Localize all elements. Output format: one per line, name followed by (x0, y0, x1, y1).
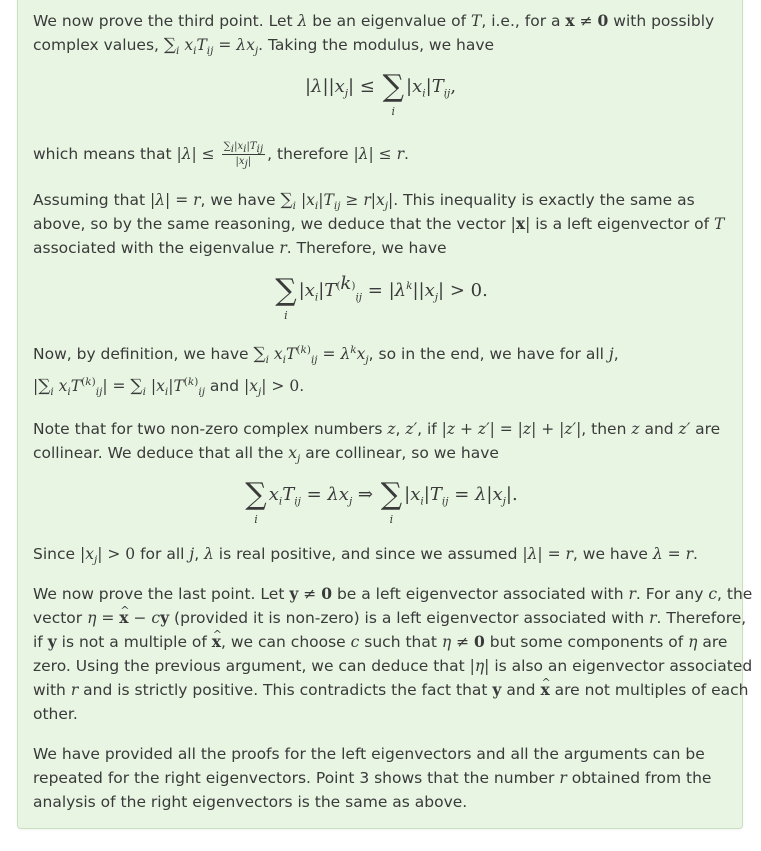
paragraph-6: Since $|x_j| > 0$ for all j, λ is real positive, and since we assumed |λ| = r, we have λ = r. (33, 545, 698, 567)
proof-card (17, 0, 743, 829)
fraction: $\frac{\sum_i|x_i|T_{ij}}{|x_j|}$ (223, 141, 264, 170)
equation-1: $|\lambda||x_j|$ ≤ ∑ i $|x_i|T_{ij}$, (304, 69, 457, 118)
equation-3: ∑ i $x_iT_{ij} = \lambda x_j$ ⇒ ∑ i $|x_i|T_{ij} = \lambda|x_j|$. (245, 477, 518, 526)
paragraph-7-line-4: zero. Using the previous argument, we can deduce that |η| is also an eigenvector associated (33, 657, 753, 675)
paragraph-4-line-1: Now, by definition, we have $\sum_i$ $x_iT^{(k)}_{ij} = \lambda^kx_j$, so in the end, we have for all j, (33, 343, 619, 367)
equation-2: ∑ i $|x_i|T^{(k)}_{ij} = |\lambda^k||x_j| > 0$. (275, 273, 488, 322)
paragraph-7-line-3: if y is not a multiple of ^ x, we can choose c such that η ≠ 0 but some components of η are (33, 630, 727, 654)
paragraph-5-line-2: collinear. We deduce that all the $x_j$ are collinear, so we have (33, 444, 499, 466)
paragraph-2: which means that |λ| ≤ $\frac{\sum_i|x_i|T_{ij}}{|x_j|}$ , therefore |λ| ≤ r. (33, 141, 409, 170)
paragraph-8-line-1: We have provided all the proofs for the left eigenvectors and all the arguments can be (33, 745, 705, 763)
paragraph-7-line-2: vector η = ^ x − cy (provided it is non-zero) is a left eigenvector associated with r. Therefore, (33, 606, 746, 630)
paragraph-7-line-1: We now prove the last point. Let y ≠ 0 be a left eigenvector associated with r. For any c, the (33, 584, 753, 603)
paragraph-3-line-1: Assuming that |λ| = r, we have $\sum_i$ $|x_i|T_{ij} \ge r|x_j|$. This inequality is exactly the same as (33, 190, 695, 213)
paragraph-7-line-6: other. (33, 705, 78, 723)
paragraph-8-line-2: repeated for the right eigenvectors. Point 3 shows that the number r obtained from the (33, 769, 712, 787)
paragraph-3-line-2: above, so by the same reasoning, we deduce that the vector |x| is a left eigenvector of T (33, 214, 725, 233)
paragraph-7-line-5: with r and is strictly positive. This contradicts the fact that y and ^ x are not multiples of each (33, 678, 748, 702)
paragraph-3-line-3: associated with the eigenvalue r. Therefore, we have (33, 239, 447, 257)
paragraph-1-line-2: complex values, $\sum_i$ $x_iT_{ij} = \lambda x_j$. Taking the modulus, we have (33, 35, 495, 58)
paragraph-4-line-2: $|\sum_i$ $x_iT^{(k)}_{ij}| = \sum_i$ $|x_i|T^{(k)}_{ij}$ and $|x_j| > 0$. (33, 375, 305, 399)
paragraph-5-line-1: Note that for two non-zero complex numbers z, z′, if |z + z′| = |z| + |z′|, then z and z′ are (33, 420, 721, 438)
paragraph-1-line-1: We now prove the third point. Let λ be an eigenvalue of T, i.e., for a x ≠ 0 with possibly (33, 11, 715, 30)
paragraph-8-line-3: analysis of the right eigenvectors is the same as above. (33, 793, 468, 811)
